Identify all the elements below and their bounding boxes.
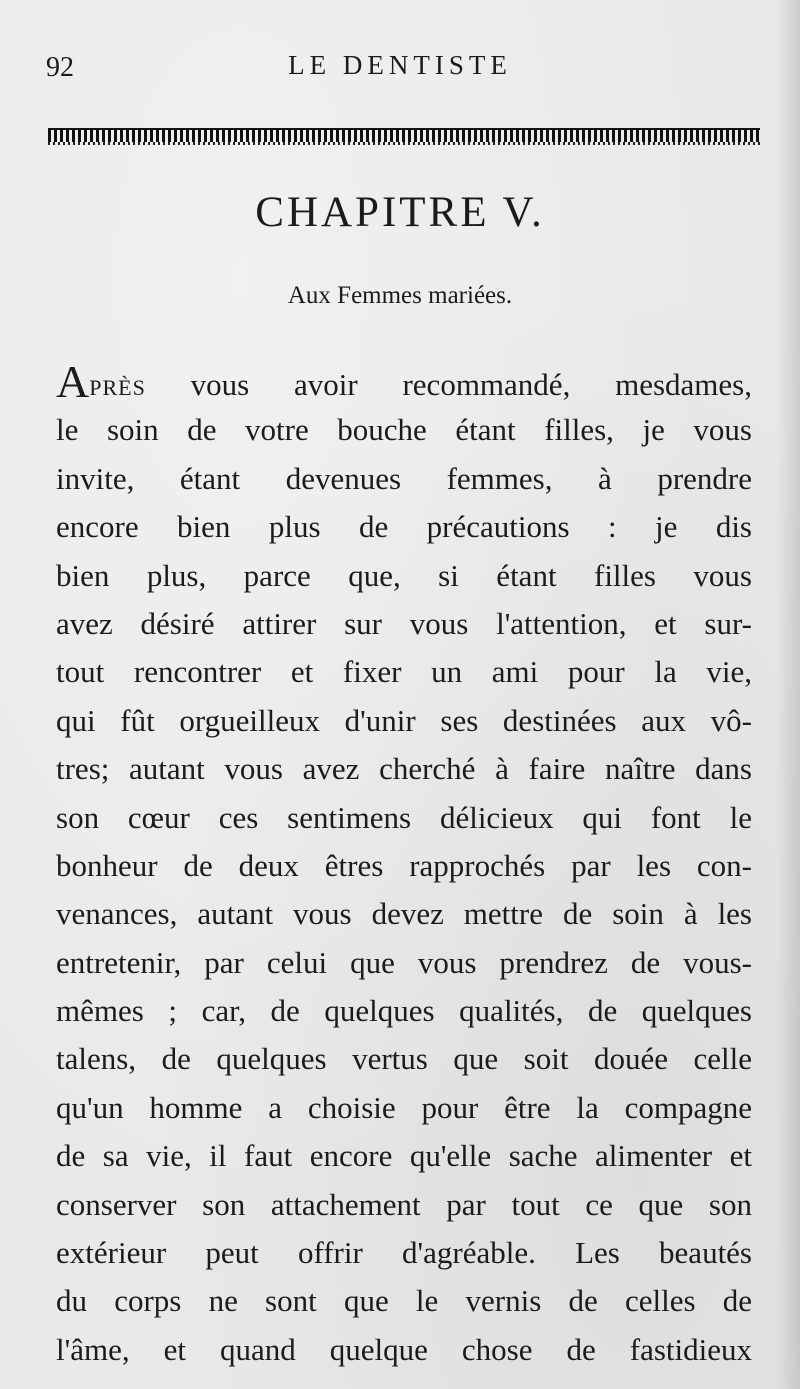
chapter-title: CHAPITRE V. — [255, 189, 545, 236]
text-line: tres; autant vous avez cherché à faire naître dans — [56, 751, 752, 787]
text-line: son cœur ces sentimens délicieux qui font le — [56, 799, 752, 835]
text-line: entretenir, par celui que vous prendrez de vous- — [56, 944, 752, 980]
running-title: LE DENTISTE — [288, 50, 512, 80]
small-caps-word: PRÈS — [89, 375, 146, 400]
text-line: qui fût orgueilleux d'unir ses destinées aux vô- — [56, 702, 752, 738]
text-line: invite, étant devenues femmes, à prendre — [56, 460, 752, 496]
text-line: de sa vie, il faut encore qu'elle sache alimenter et — [56, 1138, 752, 1174]
text-line: le soin de votre bouche étant filles, je vous — [56, 412, 752, 448]
body-text — [56, 358, 752, 1374]
text-line: l'âme, et quand quelque chose de fastidieux — [56, 1331, 752, 1367]
text-line-first — [56, 358, 752, 406]
text-line: venances, autant vous devez mettre de soin à les — [56, 896, 752, 932]
first-line-rest: vous avoir recommandé, mesdames, — [145, 367, 752, 402]
text-line: bonheur de deux êtres rapprochés par les con- — [56, 847, 752, 883]
text-line: du corps ne sont que le vernis de celles de — [56, 1283, 752, 1319]
text-line: conserver son attachement par tout ce que son — [56, 1186, 752, 1222]
text-line: talens, de quelques vertus que soit douée celle — [56, 1041, 752, 1077]
text-line: bien plus, parce que, si étant filles vous — [56, 557, 752, 593]
drop-cap: A — [56, 356, 90, 407]
page-edge-shadow — [776, 0, 800, 1389]
chapter-subtitle: Aux Femmes mariées. — [287, 282, 513, 309]
text-line: extérieur peut offrir d'agréable. Les beautés — [56, 1235, 752, 1271]
text-line: tout rencontrer et fixer un ami pour la vie, — [56, 654, 752, 690]
text-line: avez désiré attirer sur vous l'attention, et sur- — [56, 605, 752, 641]
text-line: mêmes ; car, de quelques qualités, de quelques — [56, 993, 752, 1029]
page-number: 92 — [46, 52, 74, 83]
decorative-rule — [48, 128, 760, 142]
text-line: qu'un homme a choisie pour être la compagne — [56, 1089, 752, 1125]
text-line: encore bien plus de précautions : je dis — [56, 509, 752, 545]
